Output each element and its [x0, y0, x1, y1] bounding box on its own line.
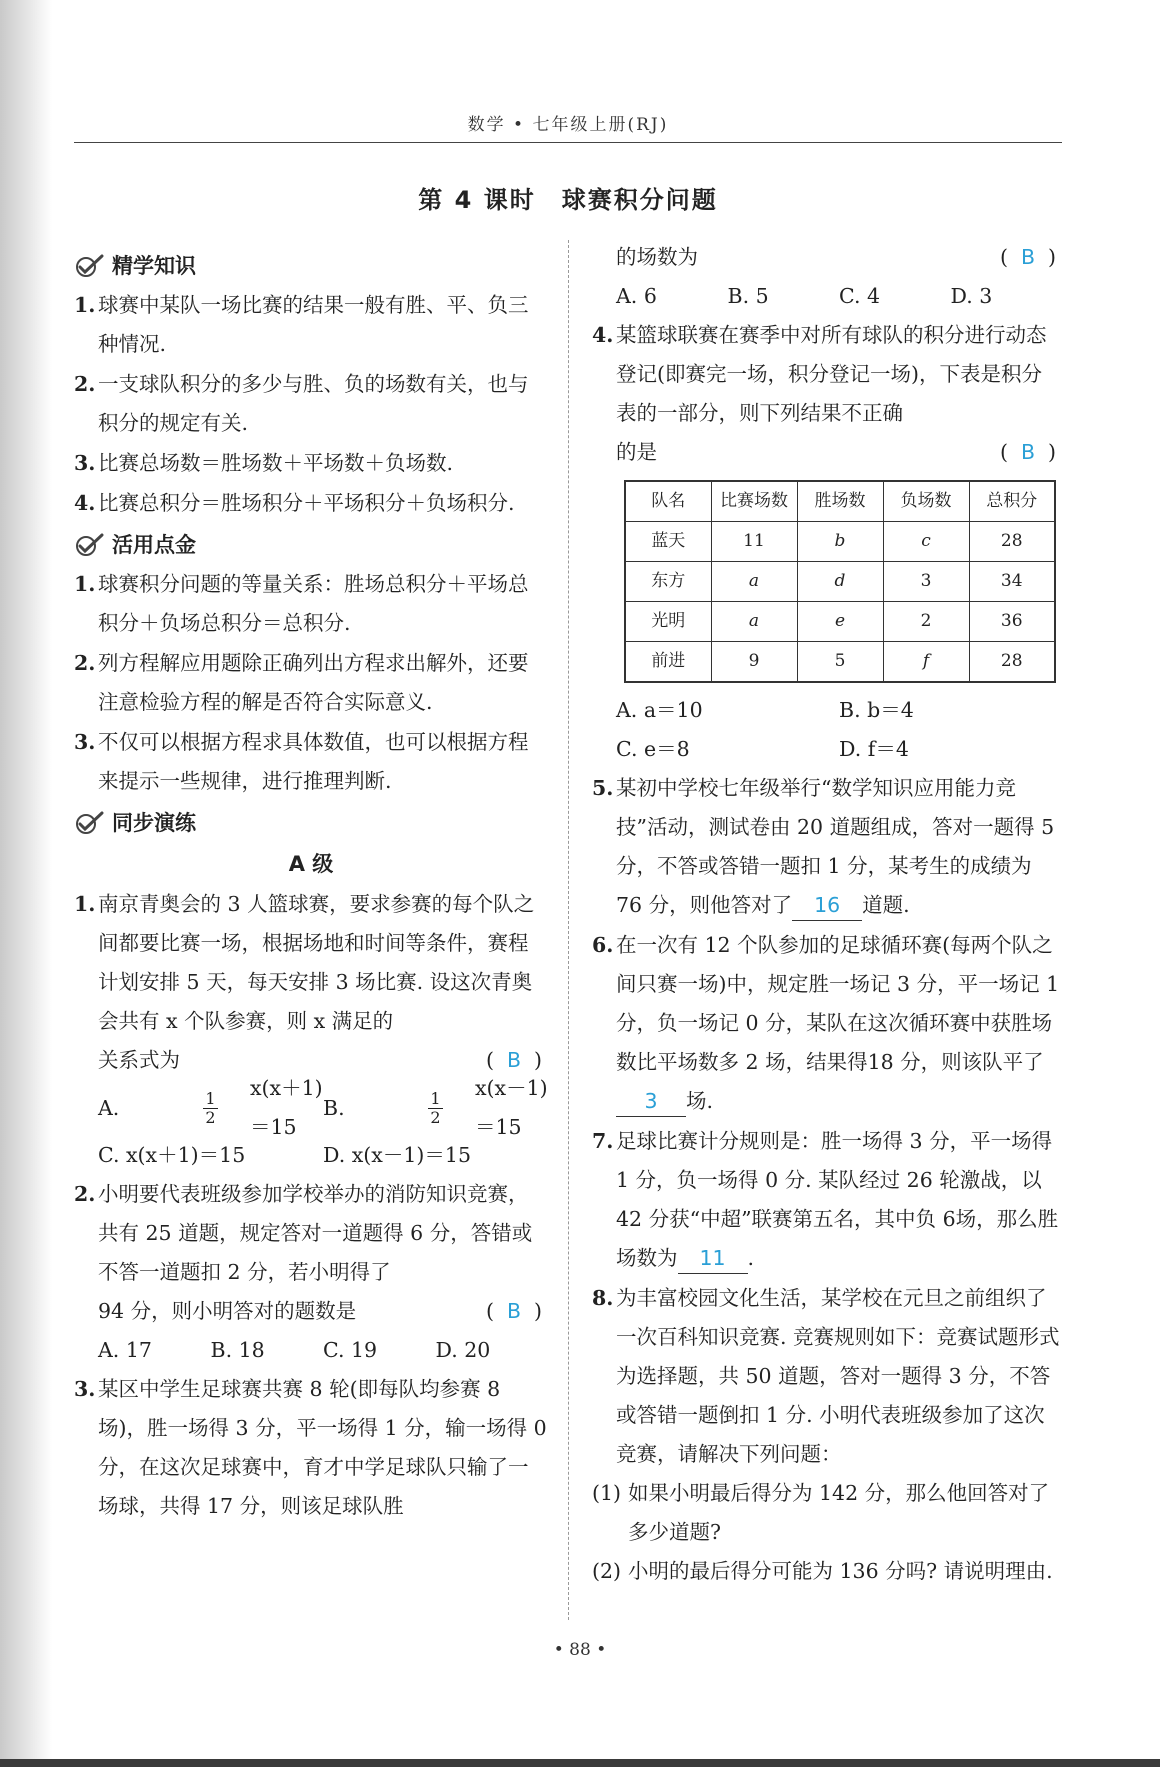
question-8: 8. 为丰富校园文化生活，某学校在元旦之前组织了一次百科知识竞赛. 竞赛规则如下：竞赛试题形式为选择题，共 50 道题，答对一题得 3 分，不答或答错一题倒扣 1 分. 小明代表班级参加了这次竞赛，请解决下列问题：: [592, 1279, 1062, 1474]
check-leaf-icon: [74, 810, 104, 836]
question-3-options: [592, 277, 1062, 316]
table-cell: d: [797, 562, 883, 602]
question-3: 3. 某区中学生足球赛共赛 8 轮(即每队均参赛 8 场)，胜一场得 3 分，平一场得 1 分，输一场得 0 分，在这次足球赛中，育才中学足球队只输了一场球，共得 17 分，则该足球队胜: [74, 1370, 548, 1526]
answer-mark: B: [1020, 245, 1036, 269]
check-leaf-icon: [74, 253, 104, 279]
knowledge-item: 4. 比赛总积分＝胜场积分＋平场积分＋负场积分.: [74, 491, 515, 515]
question-text: 某区中学生足球赛共赛 8 轮(即每队均参赛 8 场)，胜一场得 3 分，平一场得 1 分，输一场得 0 分，在这次足球赛中，育才中学足球队只输了一场球，共得 17 分，则该足球队胜: [98, 1377, 547, 1518]
answer-mark: B: [506, 1299, 522, 1323]
table-cell: b: [797, 522, 883, 562]
table-row: [625, 602, 1055, 642]
question-6: 6. 在一次有 12 个队参加的足球循环赛(每两个队之间只赛一场)中，规定胜一场记 3 分，平一场记 1 分，负一场记 0 分，某队在这次循环赛中获胜场数比平场数多 2 场，结果得18 分，则该队平了3 场.: [592, 926, 1062, 1121]
section-title: 活用点金: [112, 532, 196, 557]
bottom-edge: [0, 1759, 1160, 1767]
column-divider: [568, 240, 569, 1620]
table-cell: 11: [711, 522, 797, 562]
option-a: A. a＝10: [616, 698, 703, 722]
tip-item: 2. 列方程解应用题除正确列出方程求出解外，还要注意检验方程的解是否符合实际意义.: [74, 651, 529, 714]
answer-blank: 16: [792, 890, 862, 921]
table-header-cell: 总积分: [969, 481, 1055, 522]
answer-paren: ( B ): [1000, 433, 1062, 472]
question-5: 5. 某初中学校七年级举行“数学知识应用能力竞技”活动，测试卷由 20 道题组成，答对一题得 5 分，不答或答错一题扣 1 分，某考生的成绩为 76 分，则他答对了 16 道题.: [592, 769, 1062, 925]
option-d: D. f＝4: [839, 737, 909, 761]
table-cell: a: [711, 602, 797, 642]
header-rule: [74, 142, 1062, 143]
table-cell: 2: [883, 602, 969, 642]
question-text: 为丰富校园文化生活，某学校在元旦之前组织了一次百科知识竞赛. 竞赛规则如下：竞赛试题形式为选择题，共 50 道题，答对一题得 3 分，不答或答错一题倒扣 1 分. 小明代表班级参加了这次竞赛，请解决下列问题：: [616, 1286, 1060, 1466]
knowledge-item: 2. 一支球队积分的多少与胜、负的场数有关，也与积分的规定有关.: [74, 372, 529, 435]
tip-item: 1. 球赛积分问题的等量关系：胜场总积分＋平场总积分＋负场总积分＝总积分.: [74, 572, 529, 635]
section-knowledge-heading: [74, 246, 548, 286]
question-text: 小明要代表班级参加学校举办的消防知识竞赛，共有 25 道题，规定答对一道题得 6 分，答错或不答一道题扣 2 分，若小明得了: [98, 1182, 533, 1284]
section-title: 同步演练: [112, 810, 196, 835]
table-cell: c: [883, 522, 969, 562]
table-cell: 光明: [625, 602, 711, 642]
option-d: D. 20: [435, 1338, 491, 1362]
question-3-continued: 的场数为 ( B ): [592, 238, 1062, 277]
table-header-cell: 比赛场数: [711, 481, 797, 522]
left-column: [74, 244, 548, 1526]
table-cell: e: [797, 602, 883, 642]
option-c: C. e＝8: [616, 737, 690, 761]
answer-paren: ( B ): [1000, 238, 1062, 277]
question-2-options: [74, 1331, 548, 1370]
question-text: 某篮球联赛在赛季中对所有球队的积分进行动态登记(即赛完一场，积分登记一场)，下表是积分表的一部分，则下列结果不正确: [616, 323, 1047, 425]
page-number: • 88 •: [553, 1640, 607, 1660]
table-cell: 前进: [625, 642, 711, 683]
table-cell: 5: [797, 642, 883, 683]
answer-blank: 3: [616, 1086, 686, 1117]
table-cell: 36: [969, 602, 1055, 642]
running-header: 数学 • 七年级上册(RJ): [467, 115, 669, 135]
option-c: C. 19: [323, 1338, 378, 1362]
question-4-options: [592, 691, 1062, 769]
option-b: B. b＝4: [839, 698, 914, 722]
knowledge-item: 1. 球赛中某队一场比赛的结果一般有胜、平、负三种情况.: [74, 293, 529, 356]
answer-paren: ( B ): [486, 1041, 548, 1080]
table-header-row: [625, 481, 1055, 522]
answer-paren: ( B ): [486, 1292, 548, 1331]
option-c: C. x(x＋1)＝15: [98, 1143, 246, 1167]
option-b: B. $\frac{1}{2}$ x(x－1)＝15: [323, 1076, 548, 1139]
section-practice-heading: [74, 803, 548, 843]
option-b: B. 18: [210, 1338, 265, 1362]
option-a: A. 17: [98, 1338, 152, 1362]
question-4: 4. 某篮球联赛在赛季中对所有球队的积分进行动态登记(即赛完一场，积分登记一场)，下表是积分表的一部分，则下列结果不正确 的是 ( B ): [592, 316, 1062, 472]
table-row: [625, 522, 1055, 562]
option-d: D. 3: [950, 284, 993, 308]
table-cell: a: [711, 562, 797, 602]
table-header-cell: 队名: [625, 481, 711, 522]
answer-mark: B: [1020, 440, 1036, 464]
table-cell: 28: [969, 522, 1055, 562]
table-cell: 9: [711, 642, 797, 683]
question-1-options-cd: [74, 1136, 548, 1175]
tip-item: 3. 不仅可以根据方程求具体数值，也可以根据方程来提示一些规律，进行推理判断.: [74, 730, 529, 793]
answer-mark: B: [506, 1048, 522, 1072]
table-cell: 蓝天: [625, 522, 711, 562]
table-row: [625, 562, 1055, 602]
level-label: A 级: [288, 852, 334, 876]
question-text: 某初中学校七年级举行“数学知识应用能力竞技”活动，测试卷由 20 道题组成，答对一题得 5 分，不答或答错一题扣 1 分，某考生: [616, 776, 1055, 878]
question-text: 足球比赛计分规则是：胜一场得 3 分，平一场得 1 分，负一场得 0 分. 某队经过 26 轮激战，以 42 分获“中超”联赛第五名，其中负 6: [616, 1129, 1053, 1231]
question-text: 南京青奥会的 3 人篮球赛，要求参赛的每个队之间都要比赛一场，根据场地和时间等条件，赛程计划安排 5 天，每天安排 3 场比赛. 设这次青奥会共有 x 个队参赛，则 x 满足的: [98, 892, 535, 1033]
option-c: C. 4: [839, 284, 881, 308]
question-8-part-2: (2) 小明的最后得分可能为 136 分吗? 请说明理由.: [592, 1559, 1053, 1583]
question-text: 在一次有 12 个队参加的足球循环赛(每两个队之间只赛一场)中，规定胜一场记 3 分，平一场记 1 分，负一场记 0 分，某队在这次循环赛中获胜场数比平场数多 2 场，结果得: [616, 933, 1060, 1074]
page-edge-shadow: [0, 0, 52, 1767]
check-leaf-icon: [74, 532, 104, 558]
lesson-title: 第 4 课时 球赛积分问题: [418, 186, 718, 214]
right-column: [592, 238, 1062, 1591]
answer-blank: 11: [678, 1243, 748, 1274]
question-1: 1. 南京青奥会的 3 人篮球赛，要求参赛的每个队之间都要比赛一场，根据场地和时间等条件，赛程计划安排 5 天，每天安排 3 场比赛. 设这次青奥会共有 x 个队参赛，则 x 满足的 关系式为 ( B ): [74, 885, 548, 1080]
table-header-cell: 胜场数: [797, 481, 883, 522]
option-a: A. 6: [616, 284, 657, 308]
table-cell: 3: [883, 562, 969, 602]
option-a: A. $\frac{1}{2}$ x(x＋1)＝15: [98, 1076, 323, 1139]
table-cell: 28: [969, 642, 1055, 683]
table-header-cell: 负场数: [883, 481, 969, 522]
table-row: [625, 642, 1055, 683]
table-cell: 34: [969, 562, 1055, 602]
question-1-options: [74, 1076, 548, 1139]
question-8-part-1: (1) 如果小明最后得分为 142 分，那么他回答对了多少道题?: [592, 1481, 1050, 1544]
section-tips-heading: [74, 525, 548, 565]
option-b: B. 5: [727, 284, 769, 308]
question-7: 7. 足球比赛计分规则是：胜一场得 3 分，平一场得 1 分，负一场得 0 分. 某队经过 26 轮激战，以 42 分获“中超”联赛第五名，其中负 6场，那么胜场数为 11 .: [592, 1122, 1062, 1278]
question-2: 2. 小明要代表班级参加学校举办的消防知识竞赛，共有 25 道题，规定答对一道题得 6 分，答错或不答一道题扣 2 分，若小明得了 94 分，则小明答对的题数是 ( B ): [74, 1175, 548, 1331]
score-table: [624, 480, 1056, 683]
table-cell: f: [883, 642, 969, 683]
option-d: D. x(x－1)＝15: [323, 1143, 471, 1167]
table-cell: 东方: [625, 562, 711, 602]
knowledge-item: 3. 比赛总场数＝胜场数＋平场数＋负场数.: [74, 451, 454, 475]
section-title: 精学知识: [112, 253, 196, 278]
